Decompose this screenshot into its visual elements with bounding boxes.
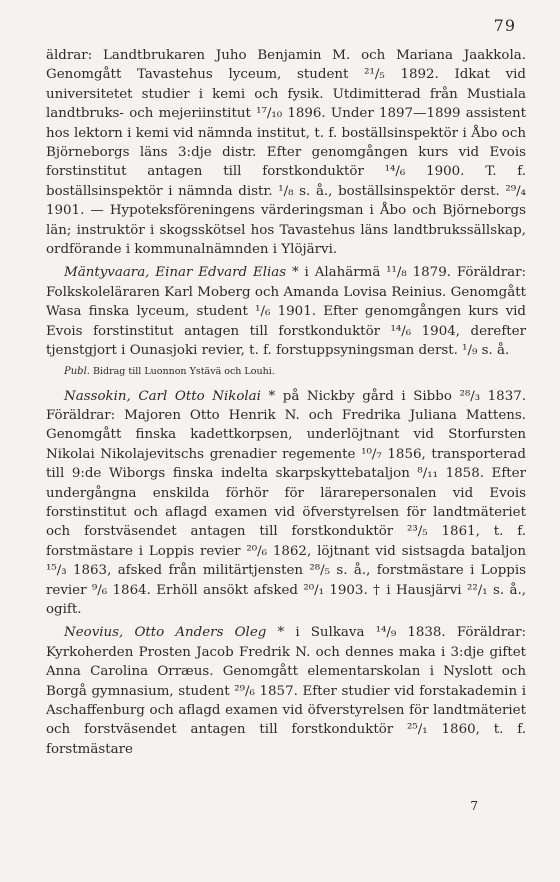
publication-note (64, 365, 526, 379)
note-text: Bidrag till Luonnon Ystävä och Louhi. (89, 365, 275, 377)
entry-text: * på Nickby gård i Sibbo ²⁸/₃ 1837. Föräldrar: Majoren Otto Henrik N. och Fredrika Juliana Mattens. Genomgått finska kadettkorpsen, underlöjtnant vid Storfursten Nikolai Nikolajevitschs grenadier regemente ¹⁰/₇ 1856, transporterad till 9:de Wiborgs finska indelta skarpskyttebataljon ⁸/₁₁ 1858. Efter undergångna enskilda förhör för lärarepersonalen vid Evois forstinstitut och aflagd examen vid öfverstyrelsen för landtmäteriet och forstväsendet antagen till forstkonduktör ²³/₅ 1861, t. f. forstmästare i Loppis revier ²⁰/₆ 1862, löjtnant vid sistsagda bataljon ¹⁵/₃ 1863, afsked från militärtjensten ²⁸/₅ s. å., forstmästare i Loppis revier ⁹/₆ 1864. Erhöll ansökt afsked ²⁰/₁ 1903. † i Hausjärvi ²²/₁ s. å., ogift. (46, 388, 526, 617)
entry-nassokin (46, 387, 526, 620)
note-label: Publ. (64, 365, 90, 377)
signature-mark: 7 (470, 799, 478, 813)
entry-name: Mäntyvaara, Einar Edvard Elias (64, 265, 287, 281)
entry-continuation: äldrar: Landtbrukaren Juho Benjamin M. och Mariana Jaakkola. Genomgått Tavastehus lyceum, student ²¹/₅ 1892. Idkat vid universitetet studier i kemi och fysik. Utdimitterad från Mustiala landtbruks- och mejeriinstitut ¹⁷/₁₀ 1896. Under 1897—1899 assistent hos lektorn i kemi vid nämnda institut, t. f. boställsinspektör i Åbo och Björneborgs läns 3:dje distr. Efter genomgången kurs vid Evois forstinstitut antagen till forstkonduktör ¹⁴/₆ 1900. T. f. boställsinspektör i nämnda distr. ¹/₈ s. å., boställsinspektör derst. ²⁹/₄ 1901. — Hypoteksföreningens värderingsman i Åbo och Björneborgs län; instruktör i skogsskötsel hos Tavastehus läns landtbrukssällskap, ordförande i kommunalnämnden i Ylöjärvi. (46, 48, 526, 258)
entry-neovius (46, 623, 526, 759)
body-text (46, 46, 526, 763)
page-number: 79 (493, 16, 516, 35)
entry-text: * i Sulkava ¹⁴/₉ 1838. Föräldrar: Kyrkoherden Prosten Jacob Fredrik N. och dennes maka i 3:dje giftet Anna Carolina Orræus. Genomgått elementarskolan i Nyslott och Borgå gymnasium, student ²⁹/₆ 1857. Efter studier vid forstakademin i Aschaffenburg och aflagd examen vid öfverstyrelsen för landtmäteriet och forstväsendet antagen till forstkonduktör ²⁵/₁ 1860, t. f. forstmästare (46, 625, 526, 757)
entry-text: * i Alahärmä ¹¹/₈ 1879. Föräldrar: Folkskoleläraren Karl Moberg och Amanda Lovisa Reinius. Genomgått Wasa finska lyceum, student ¹/₆ 1901. Efter genomgången kurs vid Evois forstinstitut antagen till forstkonduktör ¹⁴/₆ 1904, derefter tjenstgjort i Ounasjoki revier, t. f. forstuppsyningsman derst. ¹/₉ s. å. (46, 265, 526, 359)
entry-name: Neovius, Otto Anders Oleg (64, 625, 267, 641)
entry-mantyvaara (46, 263, 526, 360)
entry-name: Nassokin, Carl Otto Nikolai (64, 388, 261, 404)
